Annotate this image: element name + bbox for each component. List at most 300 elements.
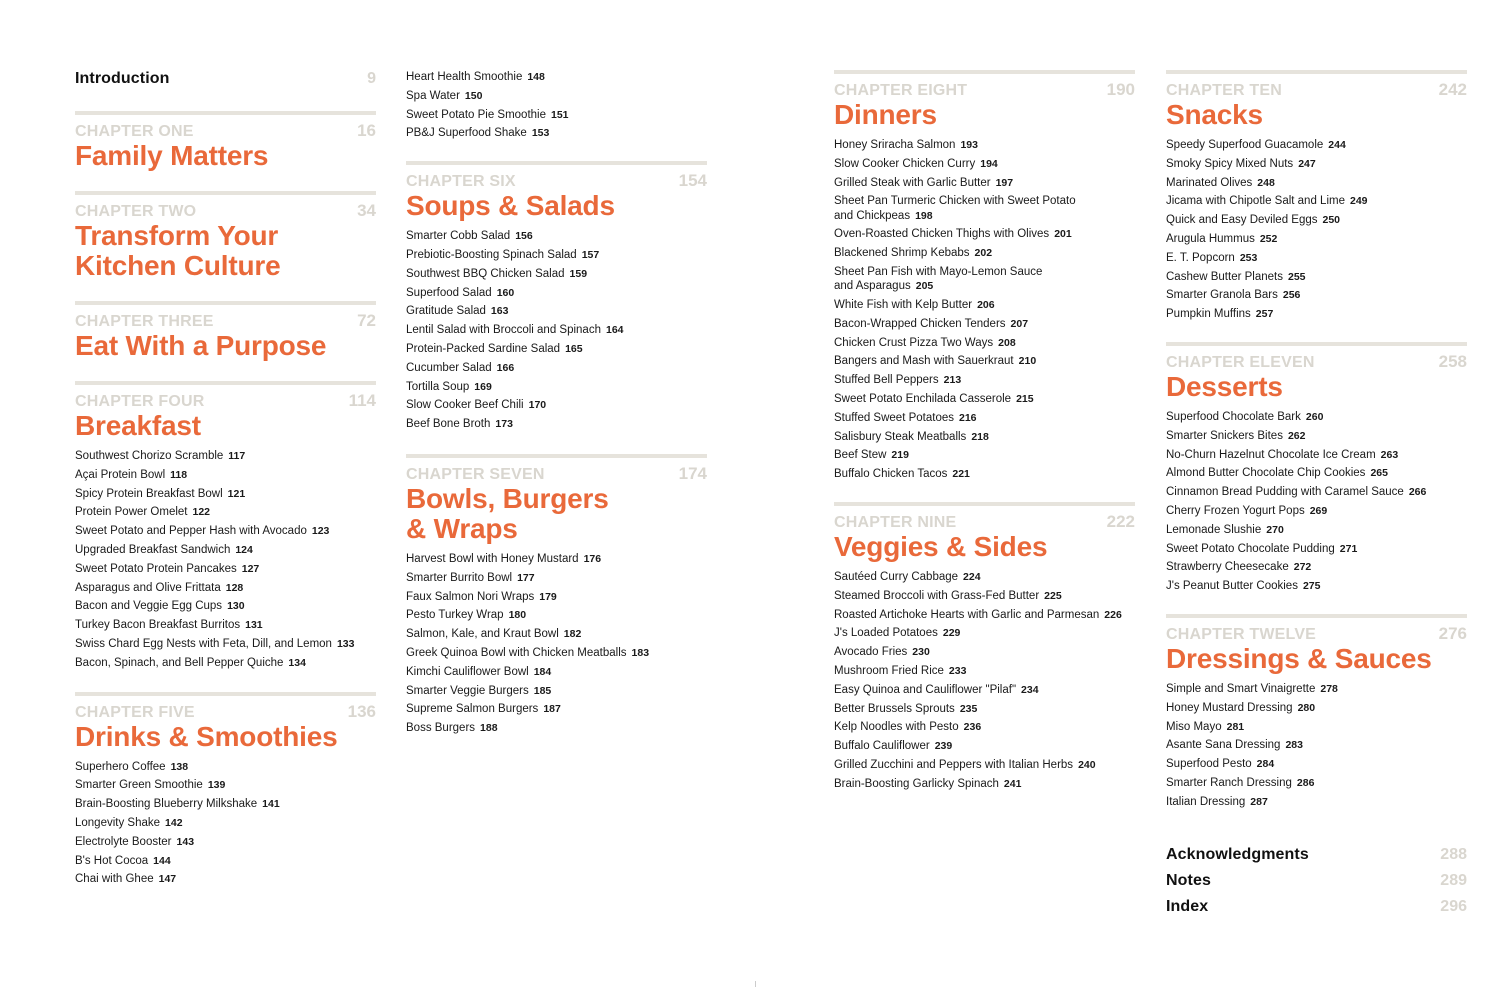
- chapter-label: CHAPTER TEN: [1166, 82, 1282, 99]
- recipe-item[interactable]: [75, 522, 376, 541]
- recipe-item[interactable]: [406, 415, 707, 434]
- recipe-list: [1166, 680, 1467, 812]
- chapter-divider: [834, 502, 1135, 506]
- recipe-page: 255: [1287, 270, 1306, 283]
- recipe-name: Cinnamon Bread Pudding with Caramel Sauce: [1166, 486, 1404, 499]
- chapter-page: 154: [678, 171, 707, 191]
- recipe-name: Smarter Green Smoothie: [75, 779, 203, 792]
- recipe-page: 139: [207, 779, 226, 792]
- chapter-label: CHAPTER THREE: [75, 313, 214, 330]
- recipe-list: [406, 227, 707, 434]
- recipe-item[interactable]: [834, 465, 1135, 484]
- recipe-item[interactable]: [1166, 736, 1467, 755]
- recipe-name: Smarter Burrito Bowl: [406, 571, 513, 584]
- recipe-item[interactable]: [834, 315, 1135, 334]
- recipe-item[interactable]: [834, 371, 1135, 390]
- recipe-name: Bangers and Mash with Sauerkraut: [834, 355, 1014, 368]
- recipe-name: Swiss Chard Egg Nests with Feta, Dill, and Lemon: [75, 637, 332, 650]
- chapter-divider: [834, 70, 1135, 74]
- recipe-item[interactable]: [834, 568, 1135, 587]
- recipe-page: 270: [1266, 523, 1284, 536]
- recipe-page: 257: [1255, 308, 1274, 321]
- recipe-page: 183: [631, 646, 650, 659]
- recipe-item[interactable]: [75, 466, 376, 485]
- toc-entry-notes[interactable]: [1166, 872, 1467, 890]
- recipe-name: Spa Water: [406, 89, 460, 102]
- chapter-8[interactable]: [834, 70, 1135, 484]
- chapter-6[interactable]: [406, 161, 707, 434]
- recipe-item[interactable]: [1166, 774, 1467, 793]
- backmatter-page: 296: [1440, 897, 1467, 915]
- recipe-page: 202: [974, 247, 993, 260]
- recipe-item[interactable]: [1166, 699, 1467, 718]
- recipe-page: 148: [527, 71, 545, 83]
- recipe-item[interactable]: [834, 428, 1135, 447]
- recipe-page: 252: [1259, 232, 1278, 245]
- chapter-label: CHAPTER NINE: [834, 513, 957, 531]
- chapter-label: CHAPTER ELEVEN: [1166, 353, 1315, 371]
- recipe-page: 283: [1285, 739, 1303, 752]
- recipe-name: PB&J Superfood Shake: [406, 127, 527, 140]
- recipe-item[interactable]: [406, 284, 707, 303]
- recipe-name: Tortilla Soup: [406, 380, 470, 393]
- recipe-page: 281: [1226, 720, 1245, 733]
- recipe-name: Upgraded Breakfast Sandwich: [75, 543, 231, 556]
- recipe-item[interactable]: [1166, 427, 1467, 446]
- toc-entry-acknowledgments[interactable]: [1166, 846, 1467, 864]
- recipe-item[interactable]: [1166, 174, 1467, 193]
- recipe-item[interactable]: [834, 244, 1135, 263]
- recipe-page: 250: [1322, 214, 1341, 227]
- recipe-item[interactable]: [1166, 718, 1467, 737]
- recipe-item[interactable]: [834, 587, 1135, 606]
- chapter-label: CHAPTER SEVEN: [406, 465, 545, 483]
- recipe-item[interactable]: [75, 597, 376, 616]
- recipe-page: 151: [551, 108, 569, 121]
- chapter-divider: [406, 161, 707, 165]
- recipe-name: Sautéed Curry Cabbage: [834, 570, 959, 583]
- recipe-name: Pesto Turkey Wrap: [406, 609, 504, 622]
- recipe-name: Sweet Potato and Pepper Hash with Avocado: [75, 525, 307, 538]
- recipe-item[interactable]: [75, 447, 376, 466]
- chapter-divider: [75, 191, 376, 195]
- recipe-page: 234: [1021, 683, 1039, 696]
- recipe-name: Mushroom Fried Rice: [834, 664, 944, 677]
- recipe-item[interactable]: [406, 302, 707, 321]
- recipe-list: [406, 550, 707, 738]
- recipe-item[interactable]: [406, 68, 707, 87]
- recipe-page: 131: [245, 619, 263, 632]
- introduction-page: 9: [367, 70, 376, 87]
- recipe-name: Kimchi Cauliflower Bowl: [406, 665, 529, 678]
- recipe-item[interactable]: [406, 663, 707, 682]
- recipe-name: Brain-Boosting Garlicky Spinach: [834, 777, 999, 790]
- chapter-divider: [406, 454, 707, 458]
- recipe-page: 215: [1016, 392, 1034, 405]
- chapter-divider: [1166, 614, 1467, 618]
- recipe-name: Sweet Potato Pie Smoothie: [406, 108, 546, 121]
- recipe-item[interactable]: [1166, 286, 1467, 305]
- recipe-item[interactable]: [406, 644, 707, 663]
- recipe-item[interactable]: [834, 263, 1135, 296]
- recipe-name: Greek Quinoa Bowl with Chicken Meatballs: [406, 646, 627, 659]
- recipe-name: Superfood Chocolate Bark: [1166, 410, 1301, 423]
- recipe-page: 247: [1298, 157, 1316, 170]
- recipe-item[interactable]: [75, 870, 376, 889]
- recipe-name: Smarter Veggie Burgers: [406, 684, 529, 697]
- recipe-item[interactable]: [406, 227, 707, 246]
- chapter-title: Dinners: [834, 99, 937, 130]
- recipe-page: 271: [1339, 542, 1358, 555]
- chapter-9[interactable]: [834, 502, 1135, 794]
- toc-column-1: [75, 70, 376, 889]
- recipe-name: Salisbury Steak Meatballs: [834, 430, 967, 443]
- recipe-item[interactable]: [406, 321, 707, 340]
- recipe-name: Bacon, Spinach, and Bell Pepper Quiche: [75, 656, 284, 669]
- recipe-page: 122: [192, 506, 211, 519]
- recipe-page: 180: [508, 609, 527, 622]
- chapter-1[interactable]: [75, 111, 376, 171]
- recipe-item[interactable]: [406, 588, 707, 607]
- recipe-name: Bacon and Veggie Egg Cups: [75, 600, 223, 613]
- recipe-page: 133: [336, 637, 355, 650]
- recipe-page: 144: [153, 854, 171, 867]
- recipe-page: 230: [912, 646, 930, 659]
- recipe-name: Better Brussels Sprouts: [834, 702, 955, 715]
- recipe-name: Kelp Noodles with Pesto: [834, 721, 959, 734]
- recipe-name: Smoky Spicy Mixed Nuts: [1166, 157, 1294, 170]
- recipe-name: Superfood Pesto: [1166, 758, 1252, 771]
- chapter-label: CHAPTER TWO: [75, 203, 197, 220]
- recipe-page: 241: [1003, 777, 1022, 790]
- recipe-item[interactable]: [75, 579, 376, 598]
- recipe-item[interactable]: [406, 378, 707, 397]
- backmatter-title: Index: [1166, 897, 1209, 915]
- recipe-page: 229: [942, 627, 961, 640]
- chapter-title: Snacks: [1166, 99, 1263, 130]
- recipe-item[interactable]: [1166, 446, 1467, 465]
- chapter-divider: [75, 111, 376, 115]
- recipe-item[interactable]: [406, 359, 707, 378]
- toc-entry-introduction[interactable]: [75, 70, 376, 88]
- recipe-item[interactable]: [834, 756, 1135, 775]
- introduction-title: Introduction: [75, 70, 170, 87]
- recipe-name: Gratitude Salad: [406, 305, 486, 318]
- recipe-name: Honey Mustard Dressing: [1166, 701, 1293, 714]
- recipe-item[interactable]: [1166, 680, 1467, 699]
- recipe-page: 235: [959, 702, 978, 715]
- recipe-item[interactable]: [1166, 502, 1467, 521]
- recipe-name: B's Hot Cocoa: [75, 854, 149, 867]
- recipe-page: 280: [1297, 701, 1316, 714]
- recipe-item[interactable]: [75, 503, 376, 522]
- backmatter-page: 289: [1440, 871, 1467, 889]
- recipe-page: 166: [496, 361, 515, 374]
- chapter-page: 136: [347, 701, 376, 721]
- recipe-page: 179: [539, 590, 557, 603]
- recipe-name: Sweet Potato Enchilada Casserole: [834, 392, 1012, 405]
- backmatter-page: 288: [1440, 845, 1467, 863]
- recipe-item[interactable]: [75, 814, 376, 833]
- recipe-item[interactable]: [406, 606, 707, 625]
- recipe-item[interactable]: [1166, 793, 1467, 812]
- recipe-item[interactable]: [1166, 521, 1467, 540]
- recipe-name: Smarter Snickers Bites: [1166, 429, 1283, 442]
- recipe-item[interactable]: [406, 550, 707, 569]
- recipe-page: 118: [170, 468, 188, 481]
- chapter-page: 34: [357, 201, 376, 220]
- recipe-name: Longevity Shake: [75, 816, 161, 829]
- backmatter-title: Notes: [1166, 871, 1211, 889]
- recipe-item[interactable]: [406, 396, 707, 415]
- recipe-page: 286: [1296, 776, 1315, 789]
- recipe-page: 187: [543, 703, 561, 716]
- recipe-item[interactable]: [834, 700, 1135, 719]
- recipe-item[interactable]: [406, 569, 707, 588]
- recipe-page: 134: [288, 656, 306, 669]
- recipe-name: Sheet Pan Fish with Mayo-Lemon Sauce: [834, 265, 1043, 278]
- chapter-12[interactable]: [1166, 614, 1467, 812]
- recipe-item[interactable]: [1166, 249, 1467, 268]
- recipe-page: 221: [952, 468, 970, 481]
- recipe-item[interactable]: [834, 296, 1135, 315]
- recipe-item[interactable]: [834, 192, 1135, 225]
- chapter-page: 16: [357, 121, 376, 140]
- recipe-item[interactable]: [834, 136, 1135, 155]
- recipe-page: 236: [963, 721, 982, 734]
- recipe-item[interactable]: [1166, 211, 1467, 230]
- chapter-page: 276: [1438, 623, 1467, 643]
- chapter-10[interactable]: [1166, 70, 1467, 324]
- recipe-name: Heart Health Smoothie: [406, 71, 523, 83]
- recipe-name: Harvest Bowl with Honey Mustard: [406, 552, 579, 565]
- recipe-item[interactable]: [834, 334, 1135, 353]
- recipe-item[interactable]: [75, 852, 376, 871]
- recipe-name: Cherry Frozen Yogurt Pops: [1166, 504, 1305, 517]
- recipe-item[interactable]: [1166, 230, 1467, 249]
- recipe-item[interactable]: [834, 718, 1135, 737]
- recipe-item[interactable]: [834, 737, 1135, 756]
- recipe-item[interactable]: [834, 775, 1135, 794]
- recipe-name: Steamed Broccoli with Grass-Fed Butter: [834, 589, 1040, 602]
- toc-column-3: [834, 70, 1135, 794]
- recipe-page: 205: [915, 280, 934, 293]
- recipe-name: Southwest Chorizo Scramble: [75, 450, 224, 462]
- recipe-name: Grilled Zucchini and Peppers with Italian Herbs: [834, 758, 1074, 771]
- recipe-page: 208: [998, 336, 1016, 349]
- recipe-item[interactable]: [834, 681, 1135, 700]
- recipe-page: 262: [1287, 429, 1306, 442]
- recipe-item[interactable]: [1166, 268, 1467, 287]
- recipe-list-continued: [406, 68, 707, 143]
- recipe-item[interactable]: [834, 155, 1135, 174]
- recipe-page: 185: [533, 684, 552, 697]
- recipe-name: Chicken Crust Pizza Two Ways: [834, 336, 994, 349]
- recipe-item[interactable]: [1166, 464, 1467, 483]
- recipe-item[interactable]: [1166, 136, 1467, 155]
- recipe-item[interactable]: [75, 541, 376, 560]
- recipe-page: 249: [1349, 195, 1368, 208]
- recipe-name: Strawberry Cheesecake: [1166, 561, 1289, 574]
- recipe-page: 244: [1328, 139, 1346, 151]
- page-gutter-mark: [755, 981, 756, 987]
- recipe-name: Southwest BBQ Chicken Salad: [406, 267, 565, 280]
- chapter-title: Family Matters: [75, 140, 269, 171]
- recipe-page: 128: [225, 581, 244, 594]
- recipe-page: 124: [235, 543, 253, 556]
- recipe-page: 272: [1293, 561, 1312, 574]
- recipe-name: Supreme Salmon Burgers: [406, 703, 539, 716]
- recipe-list: [75, 758, 376, 890]
- recipe-item[interactable]: [834, 352, 1135, 371]
- chapter-title: [406, 484, 707, 544]
- recipe-item[interactable]: [1166, 755, 1467, 774]
- toc-entry-index[interactable]: [1166, 898, 1467, 916]
- recipe-item[interactable]: [1166, 155, 1467, 174]
- recipe-page: 263: [1380, 448, 1399, 461]
- recipe-item[interactable]: [834, 390, 1135, 409]
- recipe-item[interactable]: [1166, 305, 1467, 324]
- chapter-divider: [75, 692, 376, 696]
- recipe-list: [1166, 136, 1467, 324]
- recipe-item[interactable]: [75, 560, 376, 579]
- recipe-name: Buffalo Chicken Tacos: [834, 468, 948, 481]
- recipe-page: 206: [977, 298, 995, 311]
- recipe-item[interactable]: [1166, 540, 1467, 559]
- recipe-name: Protein Power Omelet: [75, 506, 188, 519]
- recipe-page: 201: [1054, 228, 1072, 241]
- recipe-name: Marinated Olives: [1166, 176, 1253, 189]
- recipe-item[interactable]: [406, 246, 707, 265]
- recipe-page: 163: [490, 305, 509, 318]
- recipe-item[interactable]: [75, 485, 376, 504]
- recipe-name: Grilled Steak with Garlic Butter: [834, 176, 991, 189]
- recipe-item[interactable]: [406, 124, 707, 143]
- recipe-page: 198: [915, 209, 933, 222]
- recipe-page: 157: [581, 248, 600, 261]
- chapter-4[interactable]: [75, 381, 376, 673]
- recipe-item[interactable]: [406, 682, 707, 701]
- recipe-page: 287: [1250, 795, 1268, 808]
- recipe-name: Slow Cooker Chicken Curry: [834, 157, 976, 170]
- recipe-name: and Chickpeas: [834, 209, 911, 222]
- chapter-label: CHAPTER EIGHT: [834, 82, 968, 99]
- recipe-name: Chai with Ghee: [75, 873, 154, 886]
- chapter-11[interactable]: [1166, 342, 1467, 596]
- recipe-name: Italian Dressing: [1166, 795, 1246, 808]
- recipe-item[interactable]: [834, 624, 1135, 643]
- recipe-page: 233: [948, 664, 967, 677]
- chapter-7[interactable]: [406, 454, 707, 738]
- recipe-item[interactable]: [834, 606, 1135, 625]
- recipe-item[interactable]: [1166, 558, 1467, 577]
- recipe-item[interactable]: [75, 833, 376, 852]
- recipe-item[interactable]: [75, 776, 376, 795]
- chapter-page: 242: [1438, 80, 1467, 99]
- recipe-item[interactable]: [75, 616, 376, 635]
- recipe-item[interactable]: [75, 654, 376, 673]
- backmatter-title: Acknowledgments: [1166, 845, 1309, 863]
- recipe-item[interactable]: [75, 635, 376, 654]
- recipe-item[interactable]: [834, 446, 1135, 465]
- recipe-item[interactable]: [75, 795, 376, 814]
- recipe-name: Superhero Coffee: [75, 760, 166, 773]
- recipe-page: 207: [1010, 317, 1029, 330]
- recipe-page: 269: [1309, 504, 1328, 517]
- recipe-page: 164: [605, 324, 624, 337]
- recipe-name: Smarter Cobb Salad: [406, 230, 511, 243]
- recipe-page: 260: [1305, 410, 1324, 423]
- recipe-page: 265: [1370, 467, 1388, 480]
- recipe-page: 266: [1408, 486, 1427, 499]
- chapter-title: Eat With a Purpose: [75, 330, 327, 361]
- recipe-name: Smarter Ranch Dressing: [1166, 776, 1292, 789]
- chapter-title: Desserts: [1166, 370, 1283, 402]
- chapter-label: CHAPTER ONE: [75, 123, 194, 140]
- chapter-title-line: & Wraps: [406, 512, 518, 544]
- recipe-name: Jicama with Chipotle Salt and Lime: [1166, 195, 1345, 208]
- recipe-name: Sweet Potato Chocolate Pudding: [1166, 542, 1335, 555]
- recipe-item[interactable]: [406, 340, 707, 359]
- recipe-item[interactable]: [834, 409, 1135, 428]
- recipe-item[interactable]: [406, 625, 707, 644]
- recipe-item[interactable]: [406, 106, 707, 125]
- recipe-name: Prebiotic-Boosting Spinach Salad: [406, 248, 577, 261]
- recipe-item[interactable]: [834, 643, 1135, 662]
- recipe-name: Avocado Fries: [834, 646, 908, 659]
- recipe-page: 275: [1302, 580, 1321, 593]
- recipe-name: Beef Bone Broth: [406, 418, 491, 431]
- recipe-name: Brain-Boosting Blueberry Milkshake: [75, 798, 258, 811]
- recipe-item[interactable]: [1166, 408, 1467, 427]
- chapter-title: [75, 221, 376, 281]
- recipe-page: 156: [515, 230, 533, 243]
- recipe-page: 213: [943, 374, 962, 387]
- chapter-5[interactable]: [75, 692, 376, 890]
- recipe-item[interactable]: [834, 174, 1135, 193]
- recipe-name: Superfood Salad: [406, 286, 492, 299]
- recipe-name: Smarter Granola Bars: [1166, 289, 1278, 302]
- chapter-2[interactable]: [75, 191, 376, 281]
- recipe-item[interactable]: [406, 719, 707, 738]
- recipe-page: 284: [1256, 758, 1275, 771]
- recipe-name: J's Loaded Potatoes: [834, 627, 938, 640]
- chapter-3[interactable]: [75, 301, 376, 361]
- recipe-item[interactable]: [1166, 577, 1467, 596]
- recipe-item[interactable]: [834, 225, 1135, 244]
- recipe-page: 160: [496, 286, 515, 299]
- recipe-page: 184: [533, 665, 552, 678]
- recipe-item[interactable]: [406, 265, 707, 284]
- recipe-name: Asparagus and Olive Frittata: [75, 581, 221, 594]
- chapter-page: 174: [678, 463, 707, 483]
- recipe-item[interactable]: [406, 700, 707, 719]
- recipe-page: 197: [995, 176, 1014, 189]
- recipe-item[interactable]: [834, 662, 1135, 681]
- chapter-page: 72: [357, 311, 376, 330]
- recipe-name: Salmon, Kale, and Kraut Bowl: [406, 628, 559, 641]
- recipe-name: Easy Quinoa and Cauliflower "Pilaf": [834, 683, 1017, 696]
- recipe-name: Asante Sana Dressing: [1166, 739, 1281, 752]
- recipe-item[interactable]: [1166, 483, 1467, 502]
- chapter-title: Drinks & Smoothies: [75, 720, 338, 752]
- recipe-name: Pumpkin Muffins: [1166, 308, 1251, 321]
- recipe-item[interactable]: [406, 87, 707, 106]
- recipe-page: 278: [1320, 682, 1338, 695]
- recipe-item[interactable]: [1166, 192, 1467, 211]
- recipe-item[interactable]: [75, 758, 376, 777]
- chapter-title-line: Bowls, Burgers: [406, 482, 609, 514]
